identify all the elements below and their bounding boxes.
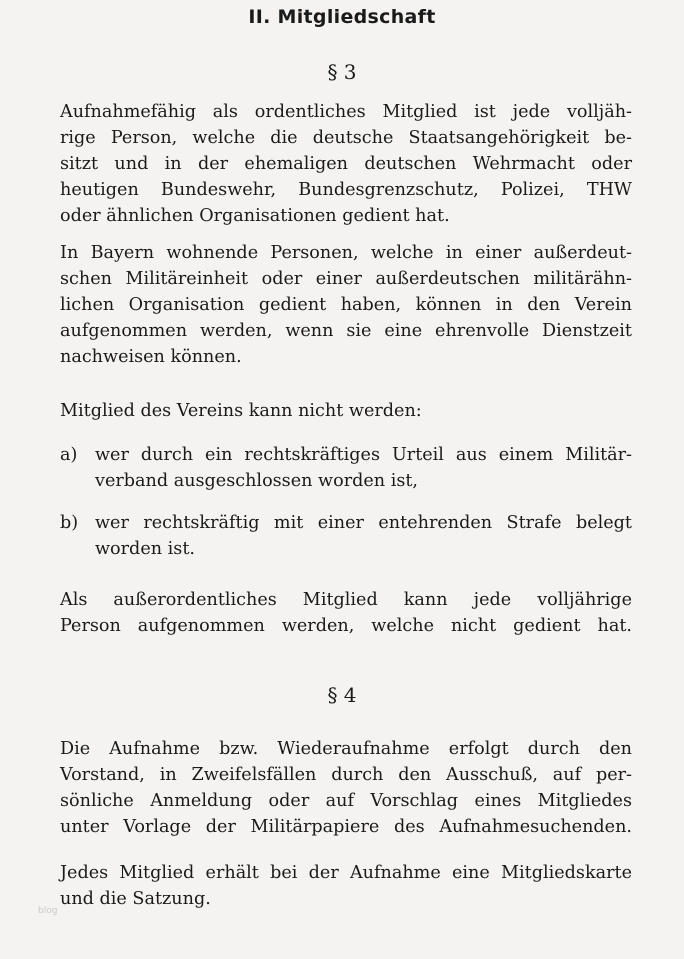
text-line: verband ausgeschlossen worden ist, [95,471,419,491]
chapter-heading: II. Mitgliedschaft [248,6,436,28]
list-item-a [60,442,632,494]
text-line: worden ist. [95,539,195,559]
text-line: lichen Organisation gedient haben, können in den Verein [60,295,632,315]
list-marker: a) [60,445,78,465]
text-line: Die Aufnahme bzw. Wiederaufnahme erfolgt durch den [60,739,632,759]
list-marker: b) [60,513,79,533]
text-line: und die Satzung. [60,889,211,909]
list-item-b [60,510,632,562]
section-3-paragraph-3 [60,398,632,424]
text-line: Jedes Mitglied erhält bei der Aufnahme eine Mitgliedskarte [60,863,632,883]
text-line: unter Vorlage der Militärpapiere des Aufnahmesuchenden. [60,817,632,837]
list-item-text [95,510,632,562]
text-line: In Bayern wohnende Personen, welche in einer außerdeut- [60,243,632,263]
text-line: schen Militäreinheit oder einer außerdeutschen militärähn- [60,269,632,289]
section-4-paragraph-2 [60,860,632,912]
section-4-paragraph-1 [60,736,632,840]
text-line: wer rechtskräftig mit einer entehrenden Strafe belegt [95,513,632,533]
text-line: oder ähnlichen Organisationen gedient hat. [60,206,450,226]
section-4-sign: § 4 [327,683,357,707]
text-line: heutigen Bundeswehr, Bundesgrenzschutz, Polizei, THW [60,180,632,200]
text-line: Aufnahmefähig als ordentliches Mitglied ist jede volljäh- [60,102,632,122]
watermark-text: blog [38,906,58,916]
text-line: aufgenommen werden, wenn sie eine ehrenvolle Dienstzeit [60,321,632,341]
section-3-paragraph-1 [60,99,632,229]
text-line: Als außerordentliches Mitglied kann jede volljährige [60,590,632,610]
section-3-paragraph-4 [60,587,632,639]
text-line: nachweisen können. [60,347,242,367]
section-3-sign: § 3 [327,60,357,84]
text-line: wer durch ein rechtskräftiges Urteil aus einem Militär- [95,445,632,465]
text-line: Person aufgenommen werden, welche nicht gedient hat. [60,616,632,636]
section-3-paragraph-2 [60,240,632,370]
text-line: rige Person, welche die deutsche Staatsangehörigkeit be- [60,128,632,148]
list-item-text [95,442,632,494]
text-line: sitzt und in der ehemaligen deutschen Wehrmacht oder [60,154,632,174]
text-line: Vorstand, in Zweifelsfällen durch den Ausschuß, auf per- [60,765,632,785]
text-line: sönliche Anmeldung oder auf Vorschlag eines Mitgliedes [60,791,632,811]
text-line: Mitglied des Vereins kann nicht werden: [60,401,422,421]
